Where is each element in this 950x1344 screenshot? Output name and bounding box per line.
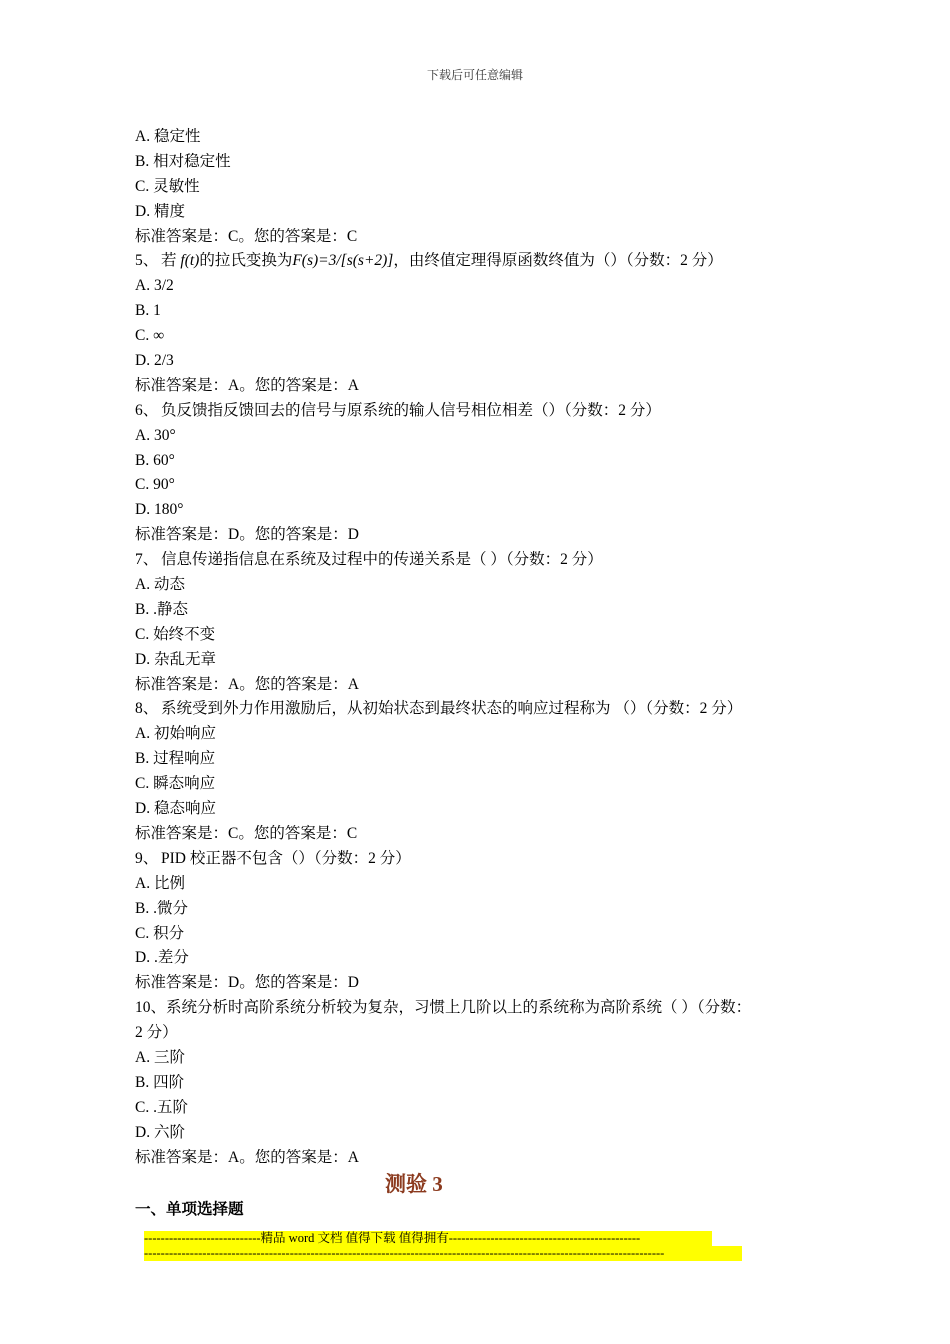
- question-6: [135, 399, 825, 424]
- question-number: 6、: [135, 401, 159, 419]
- option-c: C. 灵敏性: [135, 177, 200, 195]
- option-d: D. 杂乱无章: [135, 650, 216, 668]
- footer-banner-line2: -----------------------------------------------------------------------------------------------------------------------------: [144, 1246, 742, 1261]
- question-number: 7、: [135, 551, 159, 569]
- option-c: C. 瞬态响应: [135, 775, 216, 793]
- option-c: C. 90°: [135, 476, 175, 494]
- option-d: D. 六阶: [135, 1123, 185, 1141]
- option-d: D. 180°: [135, 501, 184, 519]
- footer-banner-line1: ----------------------------精品 word 文档 值得下载 值得拥有----------------------------------------------: [144, 1231, 712, 1246]
- answer-line: 标准答案是：A。您的答案是：A: [135, 1148, 359, 1166]
- question-number: 9、: [135, 849, 159, 867]
- question-8: [135, 697, 825, 722]
- question-9: [135, 847, 825, 872]
- option-a: A. 比例: [135, 874, 185, 892]
- option-b: B. 过程响应: [135, 750, 216, 768]
- question-text-mid: 的拉氏变换为: [199, 252, 293, 270]
- option-c: C. 始终不变: [135, 625, 216, 643]
- question-10-line1: 10、系统分析时高阶系统分析较为复杂，习惯上几阶以上的系统称为高阶系统（ ）（分数：: [135, 999, 752, 1017]
- question-text-pre: 若: [161, 252, 181, 270]
- option-a: A. 初始响应: [135, 725, 216, 743]
- math-F: F(s)=3/[s(s+2)]: [292, 252, 394, 270]
- option-b: B. 1: [135, 302, 161, 320]
- option-d: D. 精度: [135, 202, 185, 220]
- option-b: B. 相对稳定性: [135, 152, 231, 170]
- answer-line: 标准答案是：C。您的答案是：C: [135, 824, 358, 842]
- option-b: B. .微分: [135, 899, 188, 917]
- option-c: C. ∞: [135, 327, 165, 345]
- question-text: PID 校正器不包含（）（分数：2 分）: [161, 849, 411, 867]
- question-5: [135, 249, 825, 274]
- option-b: B. .静态: [135, 600, 188, 618]
- question-7: [135, 548, 825, 573]
- option-c: C. 积分: [135, 924, 185, 942]
- option-d: D. 2/3: [135, 352, 174, 370]
- math-f: f(t): [180, 252, 200, 270]
- page-header: 下载后可任意编辑: [426, 68, 523, 82]
- option-a: A. 30°: [135, 426, 176, 444]
- option-a: A. 三阶: [135, 1048, 185, 1066]
- question-number: 8、: [135, 700, 159, 718]
- section-title: 一、单项选择题: [135, 1201, 244, 1218]
- option-a: A. 动态: [135, 576, 185, 594]
- question-number: 5、: [135, 252, 159, 270]
- option-a: A. 3/2: [135, 277, 174, 295]
- option-b: B. 四阶: [135, 1073, 185, 1091]
- question-text: 负反馈指反馈回去的信号与原系统的输人信号相位相差（）（分数：2 分）: [161, 401, 661, 419]
- question-10-line2: 2 分）: [135, 1024, 178, 1042]
- question-text: 信息传递指信息在系统及过程中的传递关系是（ ）（分数：2 分）: [161, 551, 603, 569]
- option-d: D. .差分: [135, 949, 189, 967]
- question-list: [135, 125, 825, 1170]
- question-text: 系统受到外力作用激励后，从初始状态到最终状态的响应过程称为 （）（分数：2 分）: [161, 700, 743, 718]
- quiz-title: 测验 3: [385, 1172, 443, 1196]
- question-text-post: ，由终值定理得原函数终值为（）（分数：2 分）: [393, 252, 723, 270]
- answer-line: 标准答案是：C。您的答案是：C: [135, 227, 358, 245]
- option-b: B. 60°: [135, 451, 175, 469]
- answer-line: 标准答案是：D。您的答案是：D: [135, 526, 359, 544]
- option-a: A. 稳定性: [135, 128, 201, 145]
- answer-line: 标准答案是：A。您的答案是：A: [135, 675, 359, 693]
- answer-line: 标准答案是：A。您的答案是：A: [135, 376, 359, 394]
- answer-line: 标准答案是：D。您的答案是：D: [135, 974, 359, 992]
- option-d: D. 稳态响应: [135, 800, 216, 818]
- option-c: C. .五阶: [135, 1098, 188, 1116]
